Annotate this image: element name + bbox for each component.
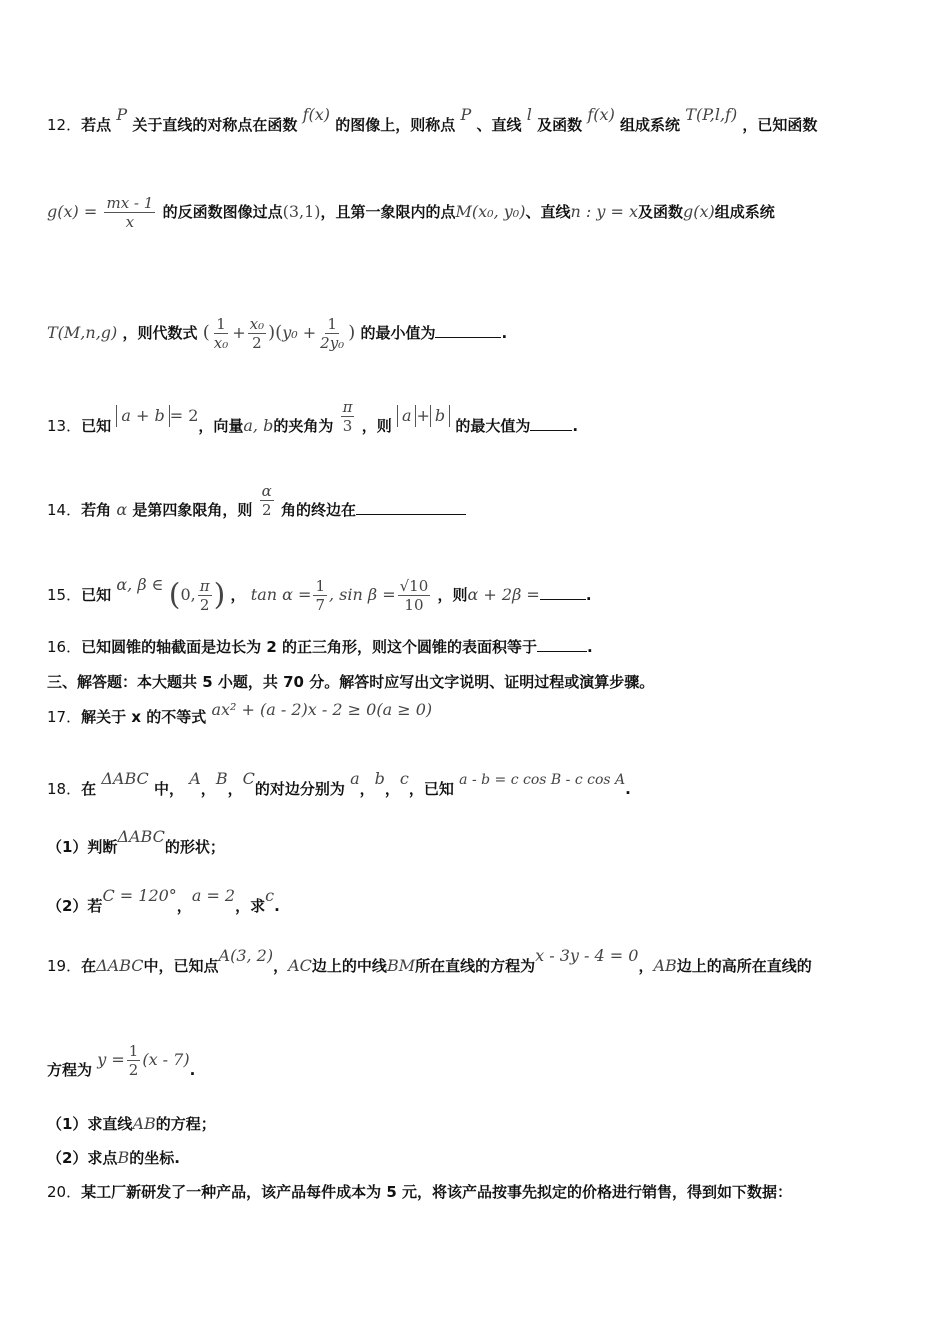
q19-eq2-fraction bbox=[127, 1042, 141, 1079]
q14-text: 若角 bbox=[81, 501, 112, 519]
q19-part2-B: B bbox=[117, 1148, 130, 1167]
q18-side-b: b bbox=[374, 769, 385, 788]
q19-line1 bbox=[47, 946, 812, 977]
q13-text: 的夹角为 bbox=[273, 417, 334, 435]
q14-half-num: α bbox=[261, 482, 272, 500]
q18-line bbox=[47, 769, 631, 801]
q14-half-alpha bbox=[260, 482, 274, 519]
q15-pi-num: π bbox=[199, 577, 210, 595]
q12-frac3 bbox=[318, 315, 346, 352]
q18-angle-C: C bbox=[242, 769, 255, 788]
q16-period: . bbox=[586, 638, 593, 656]
q14-answer-blank bbox=[356, 500, 466, 515]
q18-condition: a - b = c cos B - c cos A bbox=[459, 772, 626, 788]
q19-side-AC: AC bbox=[288, 956, 312, 975]
q12-text: 的图像上，则称点 bbox=[335, 116, 456, 134]
q12-frac3-den: 2y₀ bbox=[320, 334, 345, 352]
q15-text: 已知 bbox=[81, 586, 112, 604]
q15-interval-open: ( bbox=[168, 577, 181, 613]
q18-comma: ， bbox=[384, 780, 400, 798]
q12-frac3-num: 1 bbox=[327, 315, 337, 333]
section-heading: 三、解答题：本大题共 5 小题，共 70 分。解答时应写出文字说明、证明过程或演算步骤。 bbox=[47, 673, 655, 691]
q15-sin-fraction bbox=[398, 577, 431, 614]
q15-set: α, β ∈ bbox=[116, 575, 164, 594]
q12-line-n: n : y = x bbox=[570, 202, 638, 221]
q17-number: 17． bbox=[47, 708, 82, 726]
q12-text: 若点 bbox=[81, 116, 112, 134]
q12-plus: + bbox=[232, 323, 246, 342]
q13-abs-a: a bbox=[397, 405, 417, 427]
q15-tan-den: 7 bbox=[315, 596, 325, 614]
q18-part2-period: . bbox=[274, 897, 280, 915]
q15-text: ，则 bbox=[437, 586, 468, 604]
q13-abs-b: b bbox=[430, 405, 450, 427]
q13-number: 13． bbox=[47, 417, 82, 435]
q14-text: 是第四象限角，则 bbox=[132, 501, 253, 519]
q18-part2 bbox=[47, 886, 280, 917]
q12-g-denominator: x bbox=[125, 213, 135, 231]
q18-part2-side: a = 2 bbox=[191, 886, 236, 905]
q19-eq2-rhs: (x - 7) bbox=[142, 1050, 190, 1069]
q12-line-l: l bbox=[526, 105, 532, 124]
q19-median-BM: BM bbox=[386, 956, 416, 975]
q12-period: . bbox=[501, 324, 508, 342]
q12-system2: T(M,n,g) bbox=[47, 323, 118, 342]
q19-text: 在 bbox=[81, 957, 97, 975]
q15-sin-num: √10 bbox=[399, 577, 429, 595]
q13-abs-sum: a + b bbox=[116, 405, 169, 427]
q19-side-AB: AB bbox=[653, 956, 677, 975]
q15-tan: tan α = bbox=[250, 585, 312, 604]
q19-part2-text: 的坐标. bbox=[129, 1149, 180, 1167]
q19-part1-label: （1）求直线 bbox=[47, 1115, 133, 1133]
q12-text: 的最小值为 bbox=[360, 324, 436, 342]
q15-sin-den: 10 bbox=[404, 596, 424, 614]
q15-number: 15． bbox=[47, 586, 82, 604]
q12-paren: )( bbox=[268, 322, 283, 343]
q19-eq2-lhs: y = bbox=[97, 1050, 125, 1069]
q18-comma: ， bbox=[359, 780, 375, 798]
q18-period: . bbox=[625, 780, 631, 798]
q13-text: ，向量 bbox=[198, 417, 244, 435]
q12-point-P: P bbox=[460, 105, 472, 124]
q18-part2-angle: C = 120° bbox=[102, 886, 177, 905]
q13-angle-den: 3 bbox=[342, 417, 353, 435]
q13-angle-fraction bbox=[341, 398, 355, 435]
q15-line bbox=[47, 577, 592, 614]
q18-angle-B: B bbox=[215, 769, 228, 788]
q16-line bbox=[47, 636, 593, 658]
q13-vectors: a, b bbox=[243, 416, 274, 435]
q14-half-den: 2 bbox=[261, 501, 272, 519]
q13-eq: = 2 bbox=[169, 406, 199, 425]
q18-angle-A: A bbox=[189, 769, 201, 788]
q15-pi-den: 2 bbox=[199, 596, 210, 614]
q19-period: . bbox=[189, 1061, 196, 1079]
q14-text: 角的终边在 bbox=[281, 501, 357, 519]
q19-text: 所在直线的方程为 bbox=[415, 957, 536, 975]
q17-text: 解关于 x 的不等式 bbox=[81, 708, 207, 726]
q12-frac1 bbox=[212, 315, 230, 352]
q13-text: ，则 bbox=[361, 417, 392, 435]
q12-fx: f(x) bbox=[302, 105, 331, 124]
q18-text: 在 bbox=[81, 780, 97, 798]
q12-paren: ) bbox=[348, 322, 356, 343]
q12-text: ，则代数式 bbox=[122, 324, 198, 342]
q15-period: . bbox=[585, 586, 592, 604]
q19-part2-label: （2）求点 bbox=[47, 1149, 118, 1167]
q14-line bbox=[47, 482, 466, 529]
q19-text: ， bbox=[638, 957, 654, 975]
q20-text: 某工厂新研发了一种产品，该产品每件成本为 5 元，将该产品按事先拟定的价格进行销售，得到如下数据： bbox=[81, 1183, 792, 1201]
q19-text: 中，已知点 bbox=[143, 957, 219, 975]
q13-angle-num: π bbox=[342, 398, 353, 416]
q19-part1-AB: AB bbox=[132, 1114, 156, 1133]
q19-number: 19． bbox=[47, 957, 82, 975]
q16-answer-blank bbox=[537, 637, 587, 652]
q19-part1-text: 的方程； bbox=[155, 1115, 216, 1133]
q15-pi-half bbox=[198, 577, 212, 614]
q12-frac2-den: 2 bbox=[252, 334, 262, 352]
q12-frac2 bbox=[248, 315, 266, 352]
q12-line3 bbox=[47, 315, 507, 352]
q18-comma: ， bbox=[200, 780, 216, 798]
q12-g-numerator: mx - 1 bbox=[106, 194, 154, 212]
q18-part1-text: 的形状； bbox=[164, 838, 225, 856]
q12-paren: ( bbox=[202, 322, 210, 343]
q16-number: 16． bbox=[47, 638, 82, 656]
q12-point-P: P bbox=[116, 105, 128, 124]
q12-text: ，已知函数 bbox=[742, 116, 818, 134]
q19-eq2-num: 1 bbox=[128, 1042, 139, 1060]
q12-frac1-den: x₀ bbox=[213, 334, 229, 352]
q19-part1 bbox=[47, 1113, 216, 1135]
q12-line2 bbox=[47, 194, 775, 231]
q12-frac1-num: 1 bbox=[216, 315, 226, 333]
q13-answer-blank bbox=[530, 416, 572, 431]
q17-inequality: ax² + (a - 2)x - 2 ≥ 0(a ≥ 0) bbox=[211, 700, 433, 719]
q19-part2 bbox=[47, 1147, 180, 1169]
q12-g-lhs: g(x) = bbox=[47, 202, 98, 221]
q12-frac2-num: x₀ bbox=[249, 315, 265, 333]
q18-text: 的对边分别为 bbox=[254, 780, 345, 798]
q12-point: (3,1) bbox=[282, 202, 321, 221]
q13-text: 的最大值为 bbox=[455, 417, 531, 435]
q15-interval-close: ) bbox=[213, 577, 226, 613]
q15-text: ， bbox=[230, 586, 246, 604]
q15-interval-left: 0, bbox=[180, 585, 196, 604]
q19-point-A: A(3, 2) bbox=[218, 946, 274, 965]
q12-number: 12． bbox=[47, 116, 82, 134]
q12-gx: g(x) bbox=[683, 202, 715, 221]
q12-text: 、直线 bbox=[525, 203, 571, 221]
q18-part1 bbox=[47, 827, 225, 858]
q18-part1-triangle: ΔABC bbox=[117, 827, 165, 846]
q12-text: 及函数 bbox=[638, 203, 684, 221]
q12-g-fraction bbox=[104, 194, 155, 231]
q19-equation1: x - 3y - 4 = 0 bbox=[535, 946, 639, 965]
q18-part1-label: （1）判断 bbox=[47, 838, 118, 856]
q15-tan-fraction bbox=[313, 577, 327, 614]
q12-text: 、直线 bbox=[476, 116, 522, 134]
q15-expr: α + 2β = bbox=[467, 585, 540, 604]
q18-triangle: ΔABC bbox=[101, 769, 149, 788]
q18-number: 18． bbox=[47, 780, 82, 798]
q12-system: T(P,l,f) bbox=[685, 105, 738, 124]
q19-text: 边上的中线 bbox=[311, 957, 387, 975]
q12-fx: f(x) bbox=[587, 105, 615, 124]
q18-text: ，已知 bbox=[408, 780, 454, 798]
q14-alpha: α bbox=[116, 500, 128, 519]
q18-comma: ， bbox=[176, 897, 192, 915]
q14-number: 14． bbox=[47, 501, 82, 519]
q18-side-c: c bbox=[399, 769, 409, 788]
q18-comma: ， bbox=[227, 780, 243, 798]
q15-sin: , sin β = bbox=[328, 585, 396, 604]
q17-line bbox=[47, 700, 433, 728]
q12-point-M: M(x₀, y₀) bbox=[455, 202, 526, 221]
q12-text: 关于直线的对称点在函数 bbox=[132, 116, 298, 134]
q12-answer-blank bbox=[435, 323, 501, 338]
q13-text: 已知 bbox=[81, 417, 112, 435]
q18-part2-c: c bbox=[265, 886, 275, 905]
q13-plus: + bbox=[416, 406, 430, 425]
q19-text: 边上的高所在直线的 bbox=[676, 957, 812, 975]
q19-text: ， bbox=[273, 957, 289, 975]
q12-line1 bbox=[47, 105, 818, 136]
q19-text: 方程为 bbox=[47, 1061, 93, 1079]
q18-part2-text: ，求 bbox=[235, 897, 266, 915]
q18-text: 中， bbox=[153, 780, 184, 798]
q19-line2 bbox=[47, 1042, 196, 1089]
q15-answer-blank bbox=[540, 585, 586, 600]
q12-y0-plus: y₀ + bbox=[282, 323, 317, 342]
q12-text: 及函数 bbox=[537, 116, 583, 134]
q15-tan-num: 1 bbox=[315, 577, 325, 595]
q12-text: 的反函数图像过点 bbox=[162, 203, 283, 221]
q20-line bbox=[47, 1181, 792, 1203]
q13-line bbox=[47, 398, 579, 445]
q19-triangle: ΔABC bbox=[96, 956, 144, 975]
q16-text: 已知圆锥的轴截面是边长为 2 的正三角形，则这个圆锥的表面积等于 bbox=[81, 638, 537, 656]
q12-text: 组成系统 bbox=[714, 203, 775, 221]
q18-part2-label: （2）若 bbox=[47, 897, 103, 915]
q20-number: 20． bbox=[47, 1183, 82, 1201]
q12-text: ，且第一象限内的点 bbox=[320, 203, 456, 221]
q13-period: . bbox=[572, 417, 579, 435]
q18-side-a: a bbox=[350, 769, 360, 788]
q19-eq2-den: 2 bbox=[128, 1061, 139, 1079]
q12-text: 组成系统 bbox=[620, 116, 681, 134]
